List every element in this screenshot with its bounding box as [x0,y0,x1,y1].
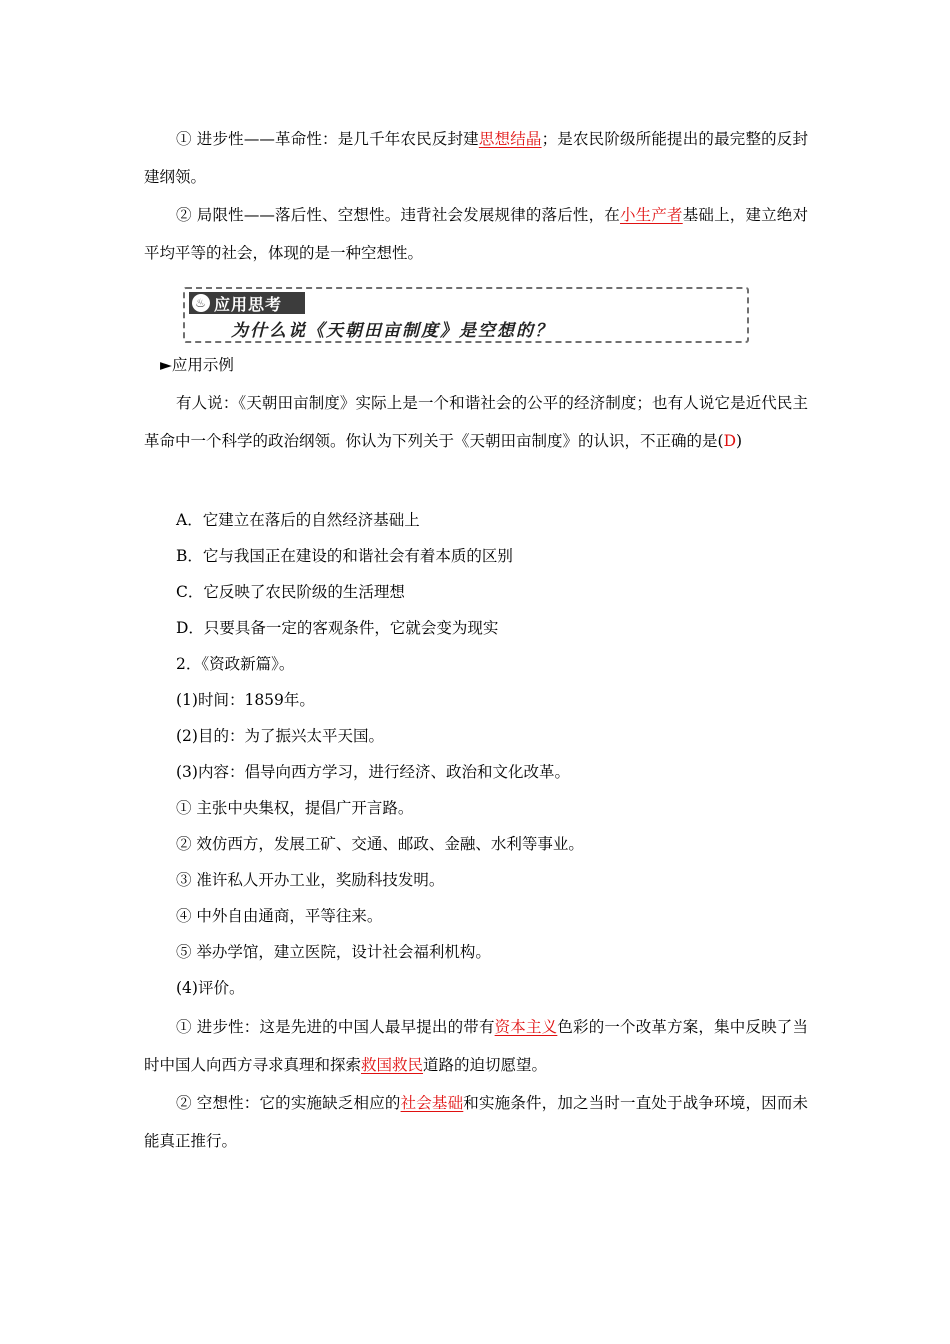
option-b: B．它与我国正在建设的和谐社会有着本质的区别 [176,547,513,565]
option-a: A．它建立在落后的自然经济基础上 [176,511,420,529]
content-item: ③ 准许私人开办工业，奖励科技发明。 [176,871,445,889]
question-answer: D [723,432,736,450]
p4-highlight: 社会基础 [400,1094,464,1112]
apply-thinking-question: 为什么说《天朝田亩制度》是空想的？ [231,321,554,341]
p3-text-b: 色彩的一个改革方案，集中反映了当时中国人向西方寻求真理和探索 [144,1018,808,1074]
option-d: D．只要具备一定的客观条件，它就会变为现实 [176,619,499,637]
section-title: 2．《资政新篇》。 [176,655,295,673]
question-text: 有人说：《天朝田亩制度》实际上是一个和谐社会的公平的经济制度；也有人说它是近代民主革命中一个科学的政治纲领。你认为下列关于《天朝田亩制度》的认识，不正确的是( [144,394,808,450]
apply-thinking-box [183,287,749,343]
section-time: (1)时间：1859年。 [176,691,315,709]
p1-text-b: ；是农民阶级所能提出的最完整的反封建纲领。 [144,130,808,186]
p4-text-a: ② 空想性：它的实施缺乏相应的 [176,1094,401,1112]
paragraph-progressiveness [144,120,808,196]
question-close: ) [736,432,743,450]
example-heading: ►应用示例 [160,356,234,374]
content-item: ① 主张中央集权，提倡广开言路。 [176,799,414,817]
p2-text-b: 基础上，建立绝对平均平等的社会，体现的是一种空想性。 [144,206,808,262]
p3-text-a: ① 进步性：这是先进的中国人最早提出的带有 [176,1018,495,1036]
p2-highlight: 小生产者 [619,206,683,224]
section-purpose: (2)目的：为了振兴太平天国。 [176,727,384,745]
apply-thinking-label: 应用思考 [214,294,283,314]
paragraph-reform-utopian [144,1084,808,1160]
content-item: ④ 中外自由通商，平等往来。 [176,907,383,925]
apply-thinking-tag [189,292,305,314]
p1-highlight: 思想结晶 [478,130,542,148]
paragraph-reform-progressiveness [144,1008,808,1084]
steam-icon: ♨ [192,294,210,312]
paragraph-limitations [144,196,808,272]
section-content: (3)内容：倡导向西方学习，进行经济、政治和文化改革。 [176,763,570,781]
p3-highlight-1: 资本主义 [494,1018,558,1036]
question-stem [144,384,808,460]
p2-text-a: ② 局限性——落后性、空想性。违背社会发展规律的落后性，在 [176,206,620,224]
section-evaluation: (4)评价。 [176,979,245,997]
content-item: ⑤ 举办学馆，建立医院，设计社会福利机构。 [176,943,491,961]
p4-text-b: 和实施条件，加之当时一直处于战争环境，因而未能真正推行。 [144,1094,808,1150]
option-c: C．它反映了农民阶级的生活理想 [176,583,405,601]
p1-text-a: ① 进步性——革命性：是几千年农民反封建 [176,130,479,148]
p3-text-c: 道路的迫切愿望。 [423,1056,548,1074]
p3-highlight-2: 救国救民 [361,1056,424,1074]
content-item: ② 效仿西方，发展工矿、交通、邮政、金融、水利等事业。 [176,835,584,853]
